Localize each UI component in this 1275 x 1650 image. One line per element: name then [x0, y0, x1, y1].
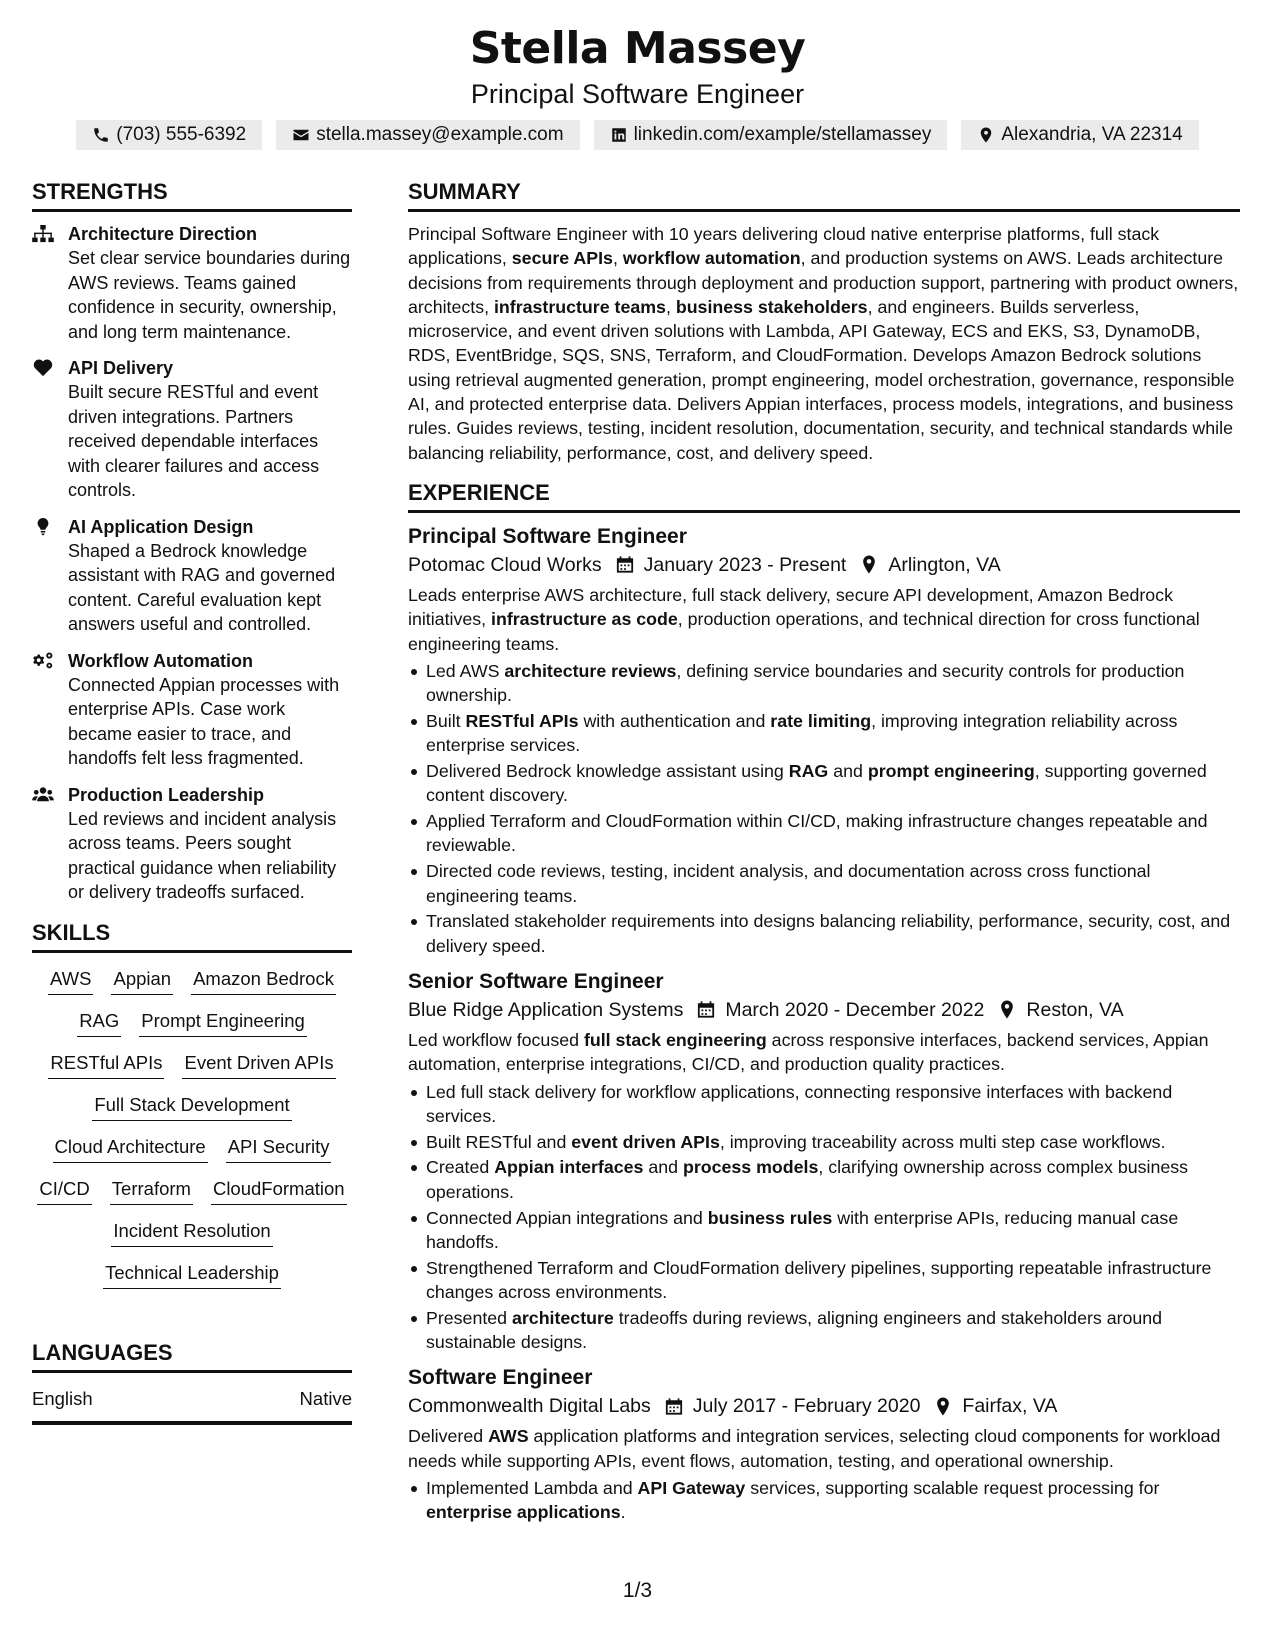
- job-dates: March 2020 - December 2022: [725, 998, 985, 1021]
- contact-location: [961, 120, 1198, 150]
- job-bullet: Created Appian interfaces and process models, clarifying ownership across complex business operations.: [408, 1155, 1240, 1204]
- skill-tag: AWS: [48, 967, 93, 995]
- job-location: Reston, VA: [1026, 998, 1124, 1021]
- job-description: Leads enterprise AWS architecture, full stack delivery, secure API development, Amazon Bedrock initiatives, infrastructure as code, production operations, and technical direction for cross functional engineering teams.: [408, 584, 1200, 654]
- job-description: Delivered AWS application platforms and integration services, selecting cloud components for workload needs while supporting APIs, event flows, automation, testing, and operational ownership.: [408, 1426, 1221, 1471]
- job-entry: [408, 968, 1240, 1354]
- skill-tag: Prompt Engineering: [139, 1009, 307, 1037]
- job-meta: [408, 551, 1240, 579]
- users-icon: [32, 786, 54, 804]
- job-title: Senior Software Engineer: [408, 969, 664, 993]
- job-bullet: Led AWS architecture reviews, defining service boundaries and security controls for production ownership.: [408, 659, 1240, 708]
- job-bullet: Implemented Lambda and API Gateway services, supporting scalable request processing for enterprise applications.: [408, 1476, 1240, 1525]
- calendar-icon: [616, 555, 634, 574]
- language-level: Native: [299, 1387, 352, 1409]
- experience-heading: EXPERIENCE: [408, 479, 1240, 513]
- right-column: [408, 178, 1240, 1534]
- resume-header: [0, 22, 1275, 150]
- strength-title: API Delivery: [68, 358, 174, 378]
- language-row: [32, 1387, 352, 1425]
- strengths-heading: STRENGTHS: [32, 178, 352, 212]
- skill-tag: API Security: [226, 1135, 332, 1163]
- lightbulb-icon: [32, 518, 54, 536]
- job-description: Led workflow focused full stack engineering across responsive interfaces, backend services, Appian automation, enterprise integrations, CI/CD, and production quality practices.: [408, 1029, 1209, 1075]
- job-bullets: [408, 1476, 1240, 1525]
- sitemap-icon: [32, 225, 54, 243]
- candidate-name: Stella Massey: [469, 23, 806, 74]
- job-meta: [408, 1392, 1240, 1420]
- job-company: Potomac Cloud Works: [408, 553, 602, 576]
- contact-linkedin: [594, 120, 948, 150]
- location-pin-icon: [860, 555, 878, 574]
- skill-tag: Cloud Architecture: [53, 1135, 208, 1163]
- linkedin-link[interactable]: linkedin.com/example/stellamassey: [633, 124, 932, 145]
- strength-item: [32, 515, 352, 637]
- skill-tag: RESTful APIs: [48, 1051, 164, 1079]
- phone-icon: [92, 126, 110, 144]
- strength-desc: Shaped a Bedrock knowledge assistant with RAG and governed content. Careful evaluation kept answers useful and controlled.: [68, 540, 336, 634]
- candidate-title: Principal Software Engineer: [470, 79, 805, 109]
- skills-list: [32, 963, 352, 1295]
- skill-tag: CloudFormation: [211, 1177, 347, 1205]
- strength-desc: Built secure RESTful and event driven integrations. Partners received dependable interfaces with clearer failures and access controls.: [68, 382, 320, 500]
- strength-title: Architecture Direction: [68, 224, 258, 244]
- skill-tag: Appian: [111, 967, 173, 995]
- contact-email: [276, 120, 579, 150]
- cogs-icon: [32, 652, 54, 670]
- strength-item: [32, 783, 352, 905]
- heart-icon: [32, 359, 54, 377]
- job-bullet: Built RESTful and event driven APIs, improving traceability across multi step case workflows.: [408, 1130, 1240, 1154]
- job-location: Arlington, VA: [888, 553, 1001, 576]
- location-pin-icon: [977, 126, 995, 144]
- page-number: 1/3: [622, 1579, 653, 1602]
- location-pin-icon: [998, 1000, 1016, 1019]
- job-bullet: Applied Terraform and CloudFormation within CI/CD, making infrastructure changes repeatable and reviewable.: [408, 809, 1240, 858]
- skill-tag: RAG: [77, 1009, 121, 1037]
- job-entry: [408, 1364, 1240, 1524]
- strength-title: Workflow Automation: [68, 650, 253, 671]
- job-bullet: Presented architecture tradeoffs during reviews, aligning engineers and stakeholders around sustainable designs.: [408, 1306, 1240, 1355]
- skill-tag: Amazon Bedrock: [191, 967, 336, 995]
- summary-text: Principal Software Engineer with 10 years delivering cloud native enterprise platforms, full stack applications, secure APIs, workflow automation, and production systems on AWS. Leads architecture decisions from requirements through deployment and production support, partnering with product owners, architects, infrastructure teams, business stakeholders, and engineers. Builds serverless, microservice, and event driven solutions with Lambda, API Gateway, ECS and EKS, S3, DynamoDB, RDS, EventBridge, SQS, SNS, Terraform, and CloudFormation. Develops Amazon Bedrock solutions using retrieval augmented generation, prompt engineering, model orchestration, governance, responsible AI, and protected enterprise data. Delivers Appian interfaces, process models, integrations, and business rules. Guides reviews, testing, incident resolution, documentation, security, and technical standards while balancing reliability, performance, cost, and delivery speed.: [408, 224, 1239, 463]
- skill-tag: Event Driven APIs: [182, 1051, 335, 1079]
- email-link[interactable]: stella.massey@example.com: [316, 124, 564, 145]
- job-bullet: Delivered Bedrock knowledge assistant using RAG and prompt engineering, supporting governed content discovery.: [408, 759, 1240, 808]
- job-dates: January 2023 - Present: [643, 553, 847, 576]
- strength-desc: Connected Appian processes with enterprise APIs. Case work became easier to trace, and handoffs felt less fragmented.: [68, 674, 340, 768]
- calendar-icon: [665, 1397, 683, 1416]
- location-pin-icon: [934, 1397, 952, 1416]
- job-bullet: Strengthened Terraform and CloudFormation delivery pipelines, supporting repeatable infrastructure changes across environments.: [408, 1256, 1240, 1305]
- job-bullet: Directed code reviews, testing, incident analysis, and documentation across cross functional engineering teams.: [408, 859, 1240, 908]
- job-meta: [408, 996, 1240, 1024]
- left-column: [32, 178, 352, 1425]
- skills-heading: SKILLS: [32, 919, 352, 953]
- strength-title: AI Application Design: [68, 516, 254, 537]
- envelope-icon: [292, 126, 310, 144]
- location-text: Alexandria, VA 22314: [1001, 124, 1183, 145]
- job-bullets: [408, 1080, 1240, 1355]
- job-location: Fairfax, VA: [962, 1395, 1058, 1418]
- job-bullet: Connected Appian integrations and business rules with enterprise APIs, reducing manual case handoffs.: [408, 1206, 1240, 1255]
- skill-tag: Terraform: [110, 1177, 193, 1205]
- job-bullet: Translated stakeholder requirements into designs balancing reliability, performance, security, cost, and delivery speed.: [408, 909, 1240, 958]
- strength-title: Production Leadership: [68, 784, 265, 805]
- skill-tag: Technical Leadership: [103, 1261, 281, 1289]
- job-bullet: Built RESTful APIs with authentication and rate limiting, improving integration reliability across enterprise services.: [408, 709, 1240, 758]
- job-company: Blue Ridge Application Systems: [408, 998, 684, 1021]
- phone-text[interactable]: (703) 555-6392: [116, 124, 247, 145]
- job-title: Software Engineer: [408, 1366, 593, 1390]
- languages-heading: LANGUAGES: [32, 1339, 352, 1373]
- calendar-icon: [697, 1000, 715, 1019]
- contact-bar: [0, 120, 1275, 150]
- job-entry: [408, 523, 1240, 958]
- linkedin-icon: [610, 126, 628, 144]
- job-bullets: [408, 659, 1240, 958]
- strength-item: [32, 222, 352, 344]
- language-name: English: [32, 1387, 93, 1409]
- strength-item: [32, 356, 352, 503]
- skill-tag: Full Stack Development: [92, 1093, 291, 1121]
- strengths-list: [32, 222, 352, 905]
- job-title: Principal Software Engineer: [408, 524, 687, 548]
- job-company: Commonwealth Digital Labs: [408, 1395, 651, 1418]
- skill-tag: CI/CD: [37, 1177, 91, 1205]
- summary-heading: SUMMARY: [408, 178, 1240, 212]
- strength-desc: Led reviews and incident analysis across teams. Peers sought practical guidance when reliability or delivery tradeoffs surfaced.: [68, 808, 337, 902]
- skill-tag: Incident Resolution: [111, 1219, 272, 1247]
- job-dates: July 2017 - February 2020: [692, 1395, 921, 1418]
- job-bullet: Led full stack delivery for workflow applications, connecting responsive interfaces with backend services.: [408, 1080, 1240, 1129]
- contact-phone: [76, 120, 262, 150]
- strength-desc: Set clear service boundaries during AWS reviews. Teams gained confidence in security, ownership, and long term maintenance.: [68, 248, 351, 342]
- strength-item: [32, 649, 352, 771]
